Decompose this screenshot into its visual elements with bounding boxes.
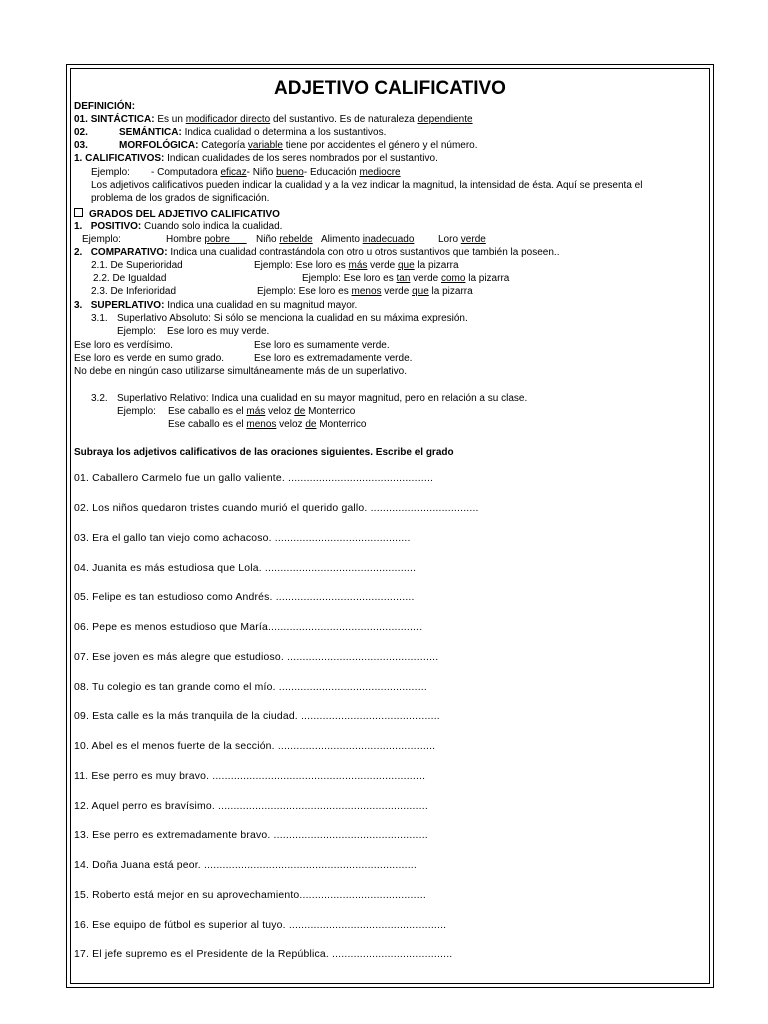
item-number: 1. bbox=[74, 221, 83, 232]
definicion-item-semantica-text bbox=[119, 127, 386, 139]
page-title: ADJETIVO CALIFICATIVO bbox=[274, 78, 506, 99]
calificativos-line bbox=[74, 153, 438, 165]
text: la pizarra bbox=[465, 273, 510, 284]
superlativo-relativo-text: Superlativo Relativo: Indica una cualidad en su mayor magnitud, pero en relación a su clase. bbox=[117, 393, 528, 404]
exercise-item: 12. Aquel perro es bravísimo. .................................................................... bbox=[74, 801, 428, 812]
text: - Niño bbox=[246, 167, 277, 178]
underlined-term: que bbox=[397, 260, 415, 271]
text: verde bbox=[381, 286, 413, 297]
underlined-term: modificador directo bbox=[185, 114, 271, 125]
positivo-ejemplo-4 bbox=[438, 234, 486, 246]
superlativo-absoluto-b2: Ese loro es extremadamente verde. bbox=[254, 353, 413, 364]
superlativo-relativo-ejemplo-1 bbox=[168, 406, 355, 418]
underlined-term: eficaz bbox=[220, 167, 247, 178]
superlativo-absoluto-a2: Ese loro es sumamente verde. bbox=[254, 340, 390, 351]
superlativo-absoluto-num: 3.1. bbox=[91, 313, 108, 324]
calificativos-note-line1: Los adjetivos calificativos pueden indicar la cualidad y a la vez indicar la magnitud, la intensidad de ésta. Aquí se presenta el bbox=[91, 180, 643, 191]
exercise-item: 14. Doña Juana está peor. ..................................................................... bbox=[74, 860, 417, 871]
underlined-term: variable bbox=[247, 140, 283, 151]
text: Es un bbox=[157, 114, 186, 125]
positivo-ejemplo-1 bbox=[166, 234, 247, 246]
underlined-term: de bbox=[294, 406, 306, 417]
positivo-ejemplo-2 bbox=[256, 234, 313, 246]
calificativos-label: 1. CALIFICATIVOS: bbox=[74, 153, 165, 164]
exercise-item: 15. Roberto está mejor en su aprovechamiento......................................... bbox=[74, 890, 426, 901]
definicion-item-sintactica bbox=[74, 114, 473, 126]
item-label: SINTÁCTICA: bbox=[90, 114, 155, 125]
text: Indica cualidad o determina a los sustantivos. bbox=[184, 127, 387, 138]
comparativo-text: Indica una cualidad contrastándola con otro u otros sustantivos que también la poseen.. bbox=[170, 247, 560, 258]
text: Categoría bbox=[201, 140, 248, 151]
exercise-item: 01. Caballero Carmelo fue un gallo valiente. ............................................... bbox=[74, 473, 434, 484]
underlined-term: más bbox=[348, 260, 368, 271]
grados-heading bbox=[74, 208, 280, 221]
superlativo-line bbox=[74, 300, 357, 312]
underlined-term: menos bbox=[246, 419, 277, 430]
text: Ese caballo es el bbox=[168, 419, 247, 430]
superlativo-text: Indica una cualidad en su magnitud mayor. bbox=[167, 300, 358, 311]
text: veloz bbox=[276, 419, 306, 430]
text: del sustantivo. Es de naturaleza bbox=[270, 114, 418, 125]
comparativo-inferioridad-ejemplo bbox=[257, 286, 473, 298]
exercise-item: 02. Los niños quedaron tristes cuando murió el querido gallo. ................................... bbox=[74, 503, 479, 514]
superlativo-relativo-ejemplo-label: Ejemplo: bbox=[117, 406, 156, 417]
text: la pizarra bbox=[428, 286, 473, 297]
comparativo-superioridad-label: 2.1. De Superioridad bbox=[91, 260, 183, 271]
superlativo-relativo-ejemplo-2 bbox=[168, 419, 366, 431]
exercise-item: 13. Ese perro es extremadamente bravo. .................................................. bbox=[74, 830, 428, 841]
superlativo-relativo-num: 3.2. bbox=[91, 393, 108, 404]
underlined-term: pobre bbox=[204, 234, 247, 245]
superlativo-label: SUPERLATIVO: bbox=[90, 300, 165, 311]
underlined-term: como bbox=[440, 273, 466, 284]
underlined-term: tan bbox=[396, 273, 411, 284]
text: Hombre bbox=[166, 234, 205, 245]
comparativo-igualdad-label: 2.2. De Igualdad bbox=[93, 273, 167, 284]
underlined-term: de bbox=[305, 419, 317, 430]
underlined-term: menos bbox=[351, 286, 382, 297]
text: veloz bbox=[265, 406, 295, 417]
item-number: 03. bbox=[74, 140, 88, 151]
text: - Computadora bbox=[151, 167, 221, 178]
calificativos-ejemplo bbox=[151, 167, 401, 179]
superlativo-absoluto-b1: Ese loro es verde en sumo grado. bbox=[74, 353, 225, 364]
underlined-term: más bbox=[246, 406, 266, 417]
text: Ese caballo es el bbox=[168, 406, 247, 417]
text: Ejemplo: Ese loro es bbox=[254, 260, 349, 271]
underlined-term: inadecuado bbox=[362, 234, 415, 245]
definicion-heading: DEFINICIÓN: bbox=[74, 101, 136, 112]
underlined-term: que bbox=[412, 286, 429, 297]
item-number: 02. bbox=[74, 127, 88, 138]
superlativo-absoluto-a1: Ese loro es verdísimo. bbox=[74, 340, 173, 351]
positivo-line bbox=[74, 221, 282, 233]
superlativo-absoluto-ejemplo: Ejemplo: Ese loro es muy verde. bbox=[117, 326, 270, 337]
exercise-item: 06. Pepe es menos estudioso que María.................................................. bbox=[74, 622, 423, 633]
exercise-item: 03. Era el gallo tan viejo como achacoso. ............................................ bbox=[74, 533, 411, 544]
comparativo-label: COMPARATIVO: bbox=[90, 247, 168, 258]
item-label: SEMÁNTICA: bbox=[119, 127, 182, 138]
exercise-item: 09. Esta calle es la más tranquila de la ciudad. ............................................. bbox=[74, 711, 440, 722]
worksheet-inner-border bbox=[70, 68, 710, 984]
comparativo-inferioridad-label: 2.3. De Inferioridad bbox=[91, 286, 177, 297]
exercise-item: 08. Tu colegio es tan grande como el mío. ................................................ bbox=[74, 682, 427, 693]
positivo-ejemplo-label: Ejemplo: bbox=[82, 234, 121, 245]
calificativos-ejemplo-label: Ejemplo: bbox=[91, 167, 130, 178]
exercise-item: 17. El jefe supremo es el Presidente de la República. ....................................... bbox=[74, 949, 453, 960]
text: tiene por accidentes el género y el número. bbox=[282, 140, 478, 151]
underlined-term: mediocre bbox=[359, 167, 401, 178]
text: verde bbox=[367, 260, 398, 271]
comparativo-superioridad-ejemplo bbox=[254, 260, 459, 272]
underlined-term: rebelde bbox=[279, 234, 313, 245]
item-number: 01. bbox=[74, 114, 88, 125]
item-number: 3. bbox=[74, 300, 83, 311]
text: la pizarra bbox=[414, 260, 459, 271]
exercise-item: 16. Ese equipo de fútbol es superior al tuyo. ................................................... bbox=[74, 920, 447, 931]
grados-heading-text: GRADOS DEL ADJETIVO CALIFICATIVO bbox=[89, 209, 280, 220]
superlativo-absoluto-text: Superlativo Absoluto: Si sólo se menciona la cualidad en su máxima expresión. bbox=[117, 313, 468, 324]
underlined-term: verde bbox=[460, 234, 486, 245]
checkbox-bullet-icon bbox=[74, 208, 83, 217]
item-number: 2. bbox=[74, 247, 83, 258]
worksheet-outer-border bbox=[66, 64, 714, 988]
definicion-item-morfologica-text bbox=[119, 140, 478, 152]
underlined-term: bueno bbox=[276, 167, 304, 178]
superlativo-absoluto-note: No debe en ningún caso utilizarse simultáneamente más de un superlativo. bbox=[74, 366, 407, 377]
exercise-item: 05. Felipe es tan estudioso como Andrés. ............................................. bbox=[74, 592, 415, 603]
underlined-term: dependiente bbox=[417, 114, 473, 125]
positivo-text: Cuando solo indica la cualidad. bbox=[144, 221, 283, 232]
exercise-instruction: Subraya los adjetivos calificativos de las oraciones siguientes. Escribe el grado bbox=[74, 447, 454, 458]
comparativo-igualdad-ejemplo bbox=[302, 273, 509, 285]
text: Loro bbox=[438, 234, 461, 245]
text: Monterrico bbox=[305, 406, 356, 417]
text: Niño bbox=[256, 234, 280, 245]
text: Ejemplo: Ese loro es bbox=[257, 286, 352, 297]
calificativos-note-line2: problema de los grados de significación. bbox=[91, 193, 270, 204]
text: Alimento bbox=[321, 234, 363, 245]
item-label: MORFOLÓGICA: bbox=[119, 140, 199, 151]
definicion-item-semantica bbox=[74, 127, 88, 139]
positivo-ejemplo-3 bbox=[321, 234, 414, 246]
positivo-label: POSITIVO: bbox=[90, 221, 142, 232]
exercise-item: 11. Ese perro es muy bravo. ..................................................................... bbox=[74, 771, 426, 782]
exercise-item: 07. Ese joven es más alegre que estudioso. ................................................. bbox=[74, 652, 439, 663]
exercise-item: 10. Abel es el menos fuerte de la sección. ................................................... bbox=[74, 741, 436, 752]
exercise-item: 04. Juanita es más estudiosa que Lola. ................................................. bbox=[74, 563, 417, 574]
text: - Educación bbox=[303, 167, 360, 178]
text: Ejemplo: Ese loro es bbox=[302, 273, 397, 284]
definicion-item-morfologica bbox=[74, 140, 88, 152]
calificativos-text: Indican cualidades de los seres nombrados por el sustantivo. bbox=[167, 153, 438, 164]
text: verde bbox=[410, 273, 441, 284]
comparativo-line bbox=[74, 247, 559, 259]
text: Monterrico bbox=[316, 419, 367, 430]
